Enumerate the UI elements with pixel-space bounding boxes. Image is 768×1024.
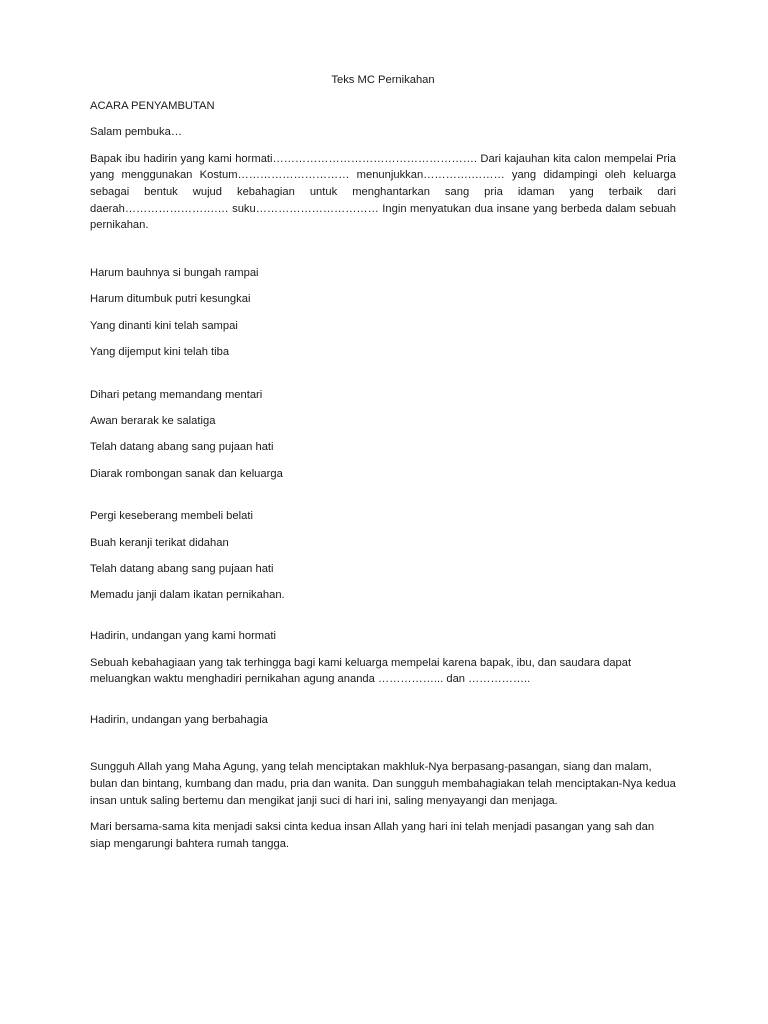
poem-line: Dihari petang memandang mentari (90, 388, 263, 401)
opening-greeting: Salam pembuka… (90, 126, 183, 139)
audience-address-2: Hadirin, undangan yang berbahagia (90, 713, 268, 726)
document-body (90, 72, 676, 862)
intro-paragraph: Bapak ibu hadirin yang kami hormati………………………………………………. Dari kajauhan kita calon mempelai Pria yang menggunakan Kostum………………………… menunjukkan………….……… yang didampingi oleh keluarga sebagai bentuk wujud kebahagian untuk menghantarkan sang pria idaman yang terbaik dari daerah…………………….… suku…………………………… Ingin menyatukan dua insane yang berbeda dalam sebuah pernikahan. (90, 152, 676, 232)
section-heading: ACARA PENYAMBUTAN (90, 99, 215, 112)
blessing-paragraph: Sungguh Allah yang Maha Agung, yang telah menciptakan makhluk-Nya berpasang-pasangan, siang dan malam, bulan dan bintang, kumbang dan madu, pria dan wanita. Dan sungguh membahagiakan telah menciptakan-Nya kedua insan untuk saling bertemu dan mengikat janji suci di hari ini, saling menyayangi dan menjaga. (90, 761, 676, 807)
poem-line: Harum ditumbuk putri kesungkai (90, 293, 251, 306)
poem-stanza-3 (90, 508, 676, 604)
poem-stanza-1 (90, 265, 676, 361)
poem-line: Pergi keseberang membeli belati (90, 510, 253, 523)
poem-line: Memadu janji dalam ikatan pernikahan. (90, 589, 285, 602)
poem-line: Diarak rombongan sanak dan keluarga (90, 467, 283, 480)
poem-line: Telah datang abang sang pujaan hati (90, 441, 274, 454)
poem-line: Yang dijemput kini telah tiba (90, 345, 230, 358)
gratitude-paragraph: Sebuah kebahagiaan yang tak terhingga bagi kami keluarga mempelai karena bapak, ibu, dan saudara dapat meluangkan waktu menghadiri pernikahan agung ananda ……………... dan …………….. (90, 656, 632, 686)
document-title: Teks MC Pernikahan (331, 74, 435, 86)
poem-line: Buah keranji terikat didahan (90, 536, 229, 549)
poem-line: Awan berarak ke salatiga (90, 414, 216, 427)
poem-line: Telah datang abang sang pujaan hati (90, 563, 274, 576)
poem-line: Yang dinanti kini telah sampai (90, 319, 238, 332)
poem-stanza-2 (90, 387, 676, 483)
audience-address-1: Hadirin, undangan yang kami hormati (90, 630, 276, 643)
witness-paragraph: Mari bersama-sama kita menjadi saksi cinta kedua insan Allah yang hari ini telah menjadi pasangan yang sah dan siap mengarungi bahtera rumah tangga. (90, 821, 655, 850)
poem-line: Harum bauhnya si bungah rampai (90, 266, 259, 279)
